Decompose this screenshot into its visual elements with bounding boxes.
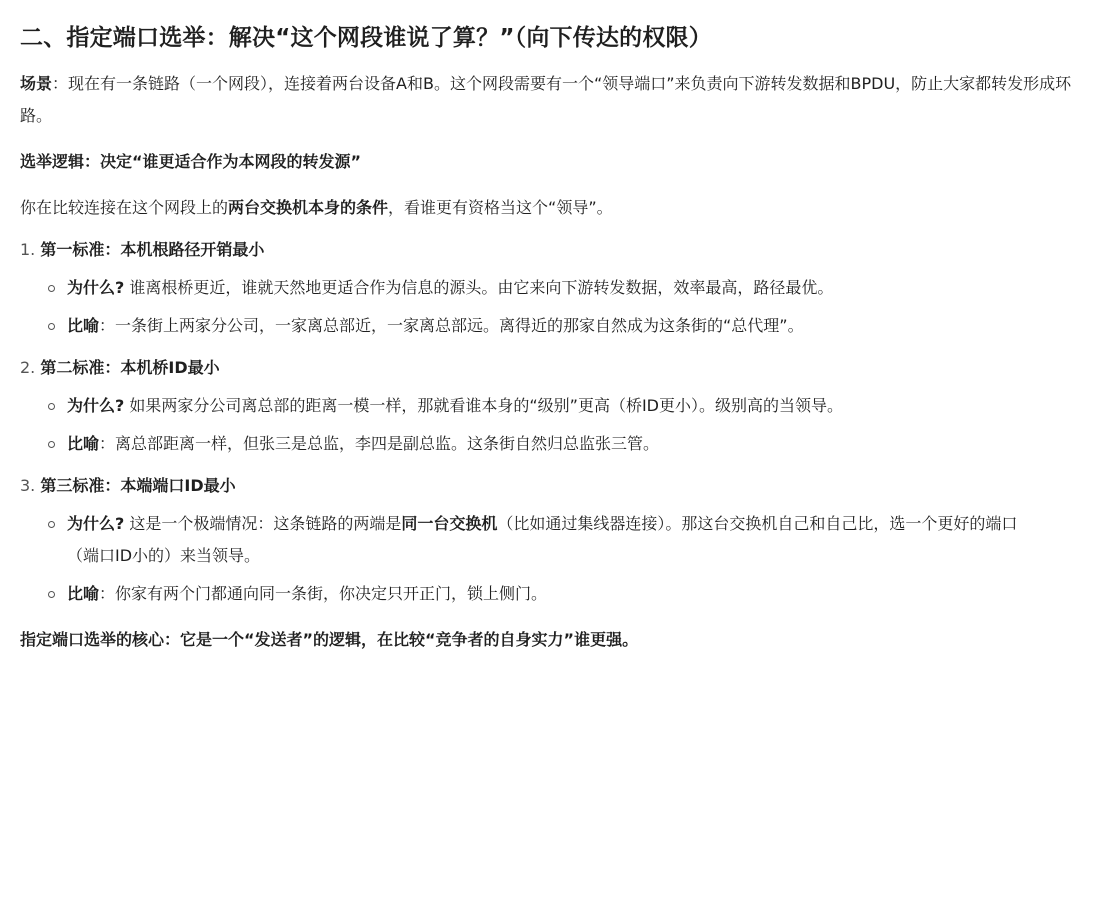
logic-heading: 选举逻辑：决定“谁更适合作为本网段的转发源” bbox=[20, 152, 362, 171]
analogy-label: 比喻 bbox=[67, 316, 100, 335]
scene-paragraph bbox=[20, 68, 1087, 132]
scene-label: 场景 bbox=[20, 74, 53, 93]
criterion-title: 第一标准：本机根路径开销最小 bbox=[40, 240, 265, 259]
why-text: 谁离根桥更近，谁就天然地更适合作为信息的源头。由它来向下游转发数据，效率最高，路径最优。 bbox=[124, 278, 834, 297]
analogy-text: ：离总部距离一样，但张三是总监，李四是副总监。这条街自然归总监张三管。 bbox=[99, 434, 660, 453]
section-title: 二、指定端口选举：解决“这个网段谁说了算？”（向下传达的权限） bbox=[20, 25, 712, 51]
criterion-3-why bbox=[20, 508, 1087, 572]
intro-after: ，看谁更有资格当这个“领导”。 bbox=[388, 198, 613, 217]
why-bold: 同一台交换机 bbox=[401, 514, 498, 533]
criterion-1-analogy bbox=[20, 310, 1087, 342]
why-text-before: 这是一个极端情况：这条链路的两端是 bbox=[124, 514, 402, 533]
criterion-2-analogy bbox=[20, 428, 1087, 460]
criterion-1-why bbox=[20, 272, 1087, 304]
why-label: 为什么? bbox=[67, 278, 125, 297]
analogy-label: 比喻 bbox=[67, 584, 100, 603]
intro-bold: 两台交换机本身的条件 bbox=[228, 198, 389, 217]
criterion-number: 1. bbox=[20, 240, 36, 259]
scene-text: ：现在有一条链路（一个网段），连接着两台设备A和B。这个网段需要有一个“领导端口”来负责向下游转发数据和BPDU，防止大家都转发形成环路。 bbox=[20, 74, 1072, 125]
criterion-number: 2. bbox=[20, 358, 36, 377]
intro-before: 你在比较连接在这个网段上的 bbox=[20, 198, 229, 217]
summary-line: 指定端口选举的核心：它是一个“发送者”的逻辑，在比较“竞争者的自身实力”谁更强。 bbox=[20, 630, 639, 649]
criterion-title: 第二标准：本机桥ID最小 bbox=[40, 358, 220, 377]
criterion-number: 3. bbox=[20, 476, 36, 495]
criterion-1 bbox=[20, 234, 1087, 266]
analogy-text: ：你家有两个门都通向同一条街，你决定只开正门，锁上侧门。 bbox=[99, 584, 548, 603]
criterion-2 bbox=[20, 352, 1087, 384]
criterion-3 bbox=[20, 470, 1087, 502]
why-text: 如果两家分公司离总部的距离一模一样，那就看谁本身的“级别”更高（桥ID更小）。级别高的当领导。 bbox=[124, 396, 844, 415]
why-text-after: （比如通过集线器连接）。那这台交换机自己和自己比，选一个更好的端口（端口ID小的）来当领导。 bbox=[67, 514, 1018, 565]
criterion-title: 第三标准：本端端口ID最小 bbox=[40, 476, 236, 495]
criterion-3-analogy bbox=[20, 578, 1087, 610]
intro-paragraph bbox=[20, 192, 1087, 224]
why-label: 为什么? bbox=[67, 514, 125, 533]
criterion-2-why bbox=[20, 390, 1087, 422]
why-label: 为什么? bbox=[67, 396, 125, 415]
analogy-text: ：一条街上两家分公司，一家离总部近，一家离总部远。离得近的那家自然成为这条街的“总代理”。 bbox=[99, 316, 804, 335]
analogy-label: 比喻 bbox=[67, 434, 100, 453]
